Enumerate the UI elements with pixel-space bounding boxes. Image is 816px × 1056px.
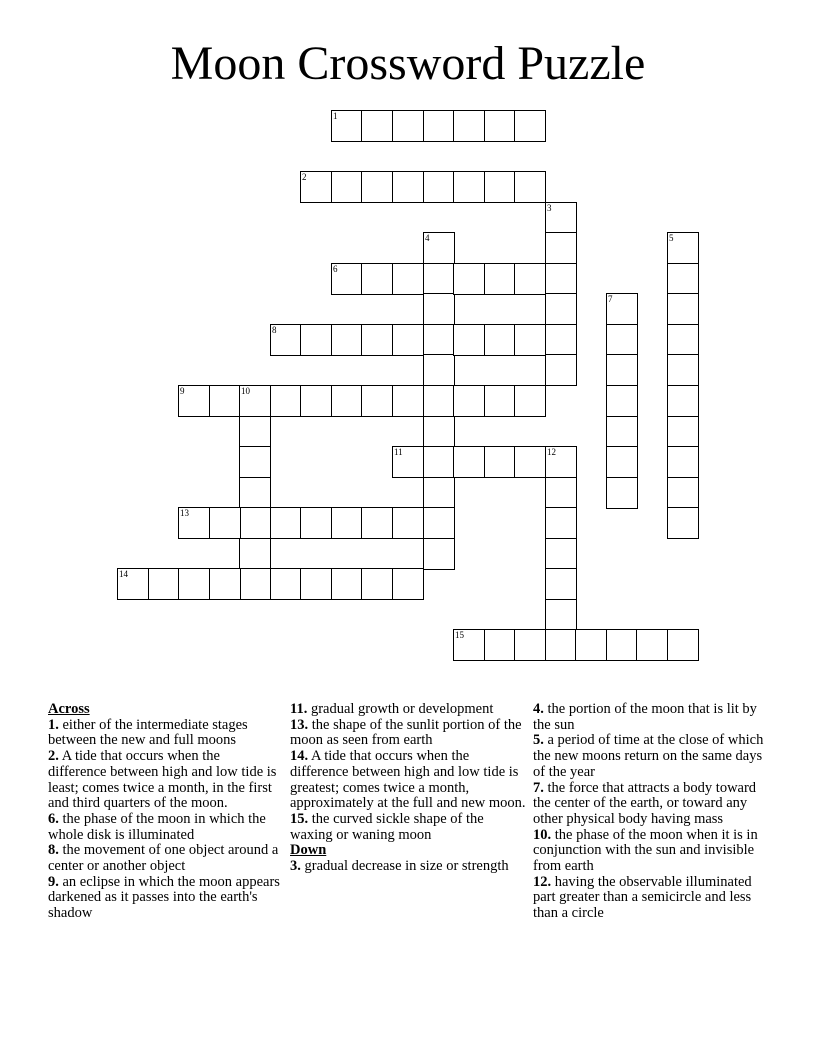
crossword-cell[interactable] bbox=[423, 232, 455, 264]
crossword-cell[interactable] bbox=[117, 568, 149, 600]
crossword-cell[interactable] bbox=[423, 263, 455, 295]
crossword-cell[interactable] bbox=[300, 568, 332, 600]
crossword-cell[interactable] bbox=[545, 324, 577, 356]
crossword-cell[interactable] bbox=[514, 446, 546, 478]
crossword-cell[interactable] bbox=[361, 110, 393, 142]
crossword-cell[interactable] bbox=[392, 446, 424, 478]
crossword-cell[interactable] bbox=[423, 110, 455, 142]
crossword-cell[interactable] bbox=[300, 324, 332, 356]
crossword-cell[interactable] bbox=[514, 629, 546, 661]
crossword-cell[interactable] bbox=[484, 324, 516, 356]
crossword-cell[interactable] bbox=[300, 171, 332, 203]
crossword-cell[interactable] bbox=[361, 507, 393, 539]
crossword-cell[interactable] bbox=[606, 293, 638, 325]
page-title: Moon Crossword Puzzle bbox=[170, 37, 646, 90]
clue-across-6: 6. the phase of the moon in which the whole disk is illuminated bbox=[48, 810, 266, 843]
crossword-cell[interactable] bbox=[514, 110, 546, 142]
crossword-cell[interactable] bbox=[331, 171, 363, 203]
crossword-cell[interactable] bbox=[514, 171, 546, 203]
crossword-cell[interactable] bbox=[239, 507, 271, 539]
crossword-cell[interactable] bbox=[423, 354, 455, 386]
crossword-cell[interactable] bbox=[239, 446, 271, 478]
down-heading: Down bbox=[290, 842, 327, 859]
crossword-cell[interactable] bbox=[392, 385, 424, 417]
crossword-cell[interactable] bbox=[361, 568, 393, 600]
crossword-cell[interactable] bbox=[331, 507, 363, 539]
clue-across-14: 14. A tide that occurs when the difference between high and low tide is greatest; comes twice a month, approximately at the full and new moon. bbox=[290, 748, 526, 812]
crossword-cell[interactable] bbox=[667, 446, 699, 478]
crossword-cell[interactable] bbox=[545, 629, 577, 661]
crossword-cell[interactable] bbox=[514, 324, 546, 356]
crossword-cell[interactable] bbox=[270, 385, 302, 417]
crossword-cell[interactable] bbox=[514, 263, 546, 295]
crossword-cell[interactable] bbox=[667, 263, 699, 295]
crossword-cell[interactable] bbox=[331, 263, 363, 295]
crossword-cell[interactable] bbox=[392, 568, 424, 600]
crossword-cell[interactable] bbox=[606, 416, 638, 448]
crossword-cell[interactable] bbox=[545, 263, 577, 295]
crossword-cell[interactable] bbox=[606, 385, 638, 417]
crossword-cell[interactable] bbox=[606, 446, 638, 478]
clue-across-13: 13. the shape of the sunlit portion of the moon as seen from earth bbox=[290, 716, 522, 749]
crossword-cell[interactable] bbox=[667, 293, 699, 325]
crossword-cell[interactable] bbox=[545, 232, 577, 264]
crossword-cell[interactable] bbox=[300, 507, 332, 539]
crossword-cell[interactable] bbox=[453, 629, 485, 661]
crossword-cell[interactable] bbox=[423, 446, 455, 478]
crossword-cell[interactable] bbox=[392, 171, 424, 203]
crossword-cell[interactable] bbox=[667, 416, 699, 448]
crossword-cell[interactable] bbox=[361, 385, 393, 417]
crossword-cell[interactable] bbox=[545, 293, 577, 325]
crossword-cell[interactable] bbox=[209, 507, 241, 539]
crossword-cell[interactable] bbox=[331, 385, 363, 417]
crossword-cell[interactable] bbox=[667, 477, 699, 509]
clue-number: 1 bbox=[333, 111, 338, 121]
crossword-cell[interactable] bbox=[178, 507, 210, 539]
crossword-cell[interactable] bbox=[484, 171, 516, 203]
clue-down-4: 4. the portion of the moon that is lit by the sun bbox=[533, 701, 757, 733]
crossword-cell[interactable] bbox=[331, 324, 363, 356]
crossword-cell[interactable] bbox=[453, 110, 485, 142]
clue-across-1: 1. either of the intermediate stages between the new and full moons bbox=[48, 716, 248, 749]
crossword-cell[interactable] bbox=[606, 629, 638, 661]
crossword-cell[interactable] bbox=[239, 416, 271, 448]
crossword-cell[interactable] bbox=[484, 385, 516, 417]
crossword-cell[interactable] bbox=[667, 385, 699, 417]
crossword-cell[interactable] bbox=[392, 263, 424, 295]
crossword-cell[interactable] bbox=[514, 385, 546, 417]
clue-number: 3 bbox=[547, 203, 552, 213]
clue-down-12: 12. having the observable illuminated part greater than a semicircle and less than a circle bbox=[533, 873, 752, 922]
clue-number: 12 bbox=[547, 447, 556, 457]
crossword-cell[interactable] bbox=[484, 110, 516, 142]
crossword-cell[interactable] bbox=[484, 629, 516, 661]
crossword-cell[interactable] bbox=[423, 293, 455, 325]
clue-across-2: 2. A tide that occurs when the difference between high and low tide is least; comes twice a month, in the first and third quarters of the moon. bbox=[48, 748, 277, 812]
clue-number: 8 bbox=[272, 325, 277, 335]
clue-number: 15 bbox=[455, 630, 464, 640]
crossword-cell[interactable] bbox=[545, 354, 577, 386]
crossword-cell[interactable] bbox=[453, 171, 485, 203]
crossword-cell[interactable] bbox=[545, 538, 577, 570]
crossword-cell[interactable] bbox=[606, 354, 638, 386]
clue-number: 2 bbox=[302, 172, 307, 182]
crossword-cell[interactable] bbox=[270, 324, 302, 356]
crossword-cell[interactable] bbox=[392, 110, 424, 142]
clue-down-3: 3. gradual decrease in size or strength bbox=[290, 858, 509, 875]
crossword-cell[interactable] bbox=[545, 202, 577, 234]
crossword-cell[interactable] bbox=[423, 324, 455, 356]
crossword-cell[interactable] bbox=[453, 385, 485, 417]
crossword-cell[interactable] bbox=[667, 629, 699, 661]
crossword-cell[interactable] bbox=[361, 263, 393, 295]
crossword-cell[interactable] bbox=[606, 477, 638, 509]
crossword-cell[interactable] bbox=[270, 507, 302, 539]
crossword-cell[interactable] bbox=[667, 324, 699, 356]
crossword-cell[interactable] bbox=[423, 171, 455, 203]
clue-down-7: 7. the force that attracts a body toward the center of the earth, or toward any other physical body having mass bbox=[533, 779, 757, 827]
clue-number: 11 bbox=[394, 447, 403, 457]
crossword-cell[interactable] bbox=[545, 568, 577, 600]
crossword-cell[interactable] bbox=[148, 568, 180, 600]
clues-column-1 bbox=[48, 702, 280, 922]
clue-down-5: 5. a period of time at the close of which the new moons return on the same days of the year bbox=[533, 732, 764, 780]
crossword-cell[interactable] bbox=[178, 385, 210, 417]
crossword-cell[interactable] bbox=[239, 385, 271, 417]
crossword-cell[interactable] bbox=[484, 446, 516, 478]
crossword-cell[interactable] bbox=[545, 507, 577, 539]
crossword-cell[interactable] bbox=[178, 568, 210, 600]
clue-number: 6 bbox=[333, 264, 338, 274]
clue-number: 9 bbox=[180, 386, 185, 396]
clue-number: 4 bbox=[425, 233, 430, 243]
crossword-cell[interactable] bbox=[239, 538, 271, 570]
crossword-cell[interactable] bbox=[239, 568, 271, 600]
crossword-cell[interactable] bbox=[423, 416, 455, 448]
clues-column-3 bbox=[533, 702, 769, 922]
crossword-cell[interactable] bbox=[209, 385, 241, 417]
clue-number: 5 bbox=[669, 233, 674, 243]
crossword-cell[interactable] bbox=[423, 538, 455, 570]
crossword-cell[interactable] bbox=[392, 507, 424, 539]
clue-across-11: 11. gradual growth or development bbox=[290, 701, 494, 717]
crossword-cell[interactable] bbox=[667, 232, 699, 264]
crossword-cell[interactable] bbox=[545, 477, 577, 509]
crossword-cell[interactable] bbox=[453, 263, 485, 295]
clue-down-10: 10. the phase of the moon when it is in conjunction with the sun and invisible from earth bbox=[533, 826, 758, 875]
crossword-cell[interactable] bbox=[361, 171, 393, 203]
crossword-cell[interactable] bbox=[606, 324, 638, 356]
clue-across-8: 8. the movement of one object around a center or another object bbox=[48, 842, 279, 875]
crossword-cell[interactable] bbox=[392, 324, 424, 356]
clues-column-2 bbox=[290, 702, 526, 875]
crossword-cell[interactable] bbox=[423, 385, 455, 417]
crossword-cell[interactable] bbox=[575, 629, 607, 661]
crossword-cell[interactable] bbox=[209, 568, 241, 600]
crossword-cell[interactable] bbox=[361, 324, 393, 356]
crossword-cell[interactable] bbox=[484, 263, 516, 295]
clue-number: 7 bbox=[608, 294, 613, 304]
crossword-cell[interactable] bbox=[667, 354, 699, 386]
clue-across-9: 9. an eclipse in which the moon appears darkened as it passes into the earth's shadow bbox=[48, 873, 280, 922]
crossword-cell[interactable] bbox=[545, 599, 577, 631]
crossword-cell[interactable] bbox=[270, 568, 302, 600]
clue-number: 10 bbox=[241, 386, 250, 396]
crossword-cell[interactable] bbox=[300, 385, 332, 417]
crossword-cell[interactable] bbox=[453, 324, 485, 356]
clue-number: 13 bbox=[180, 508, 189, 518]
clue-number: 14 bbox=[119, 569, 128, 579]
crossword-cell[interactable] bbox=[423, 477, 455, 509]
crossword-cell[interactable] bbox=[667, 507, 699, 539]
clue-across-15: 15. the curved sickle shape of the waxing or waning moon bbox=[290, 810, 484, 843]
crossword-cell[interactable] bbox=[331, 110, 363, 142]
crossword-cell[interactable] bbox=[636, 629, 668, 661]
across-heading: Across bbox=[48, 701, 90, 717]
crossword-cell[interactable] bbox=[239, 477, 271, 509]
crossword-cell[interactable] bbox=[453, 446, 485, 478]
crossword-cell[interactable] bbox=[545, 446, 577, 478]
crossword-cell[interactable] bbox=[423, 507, 455, 539]
crossword-cell[interactable] bbox=[331, 568, 363, 600]
